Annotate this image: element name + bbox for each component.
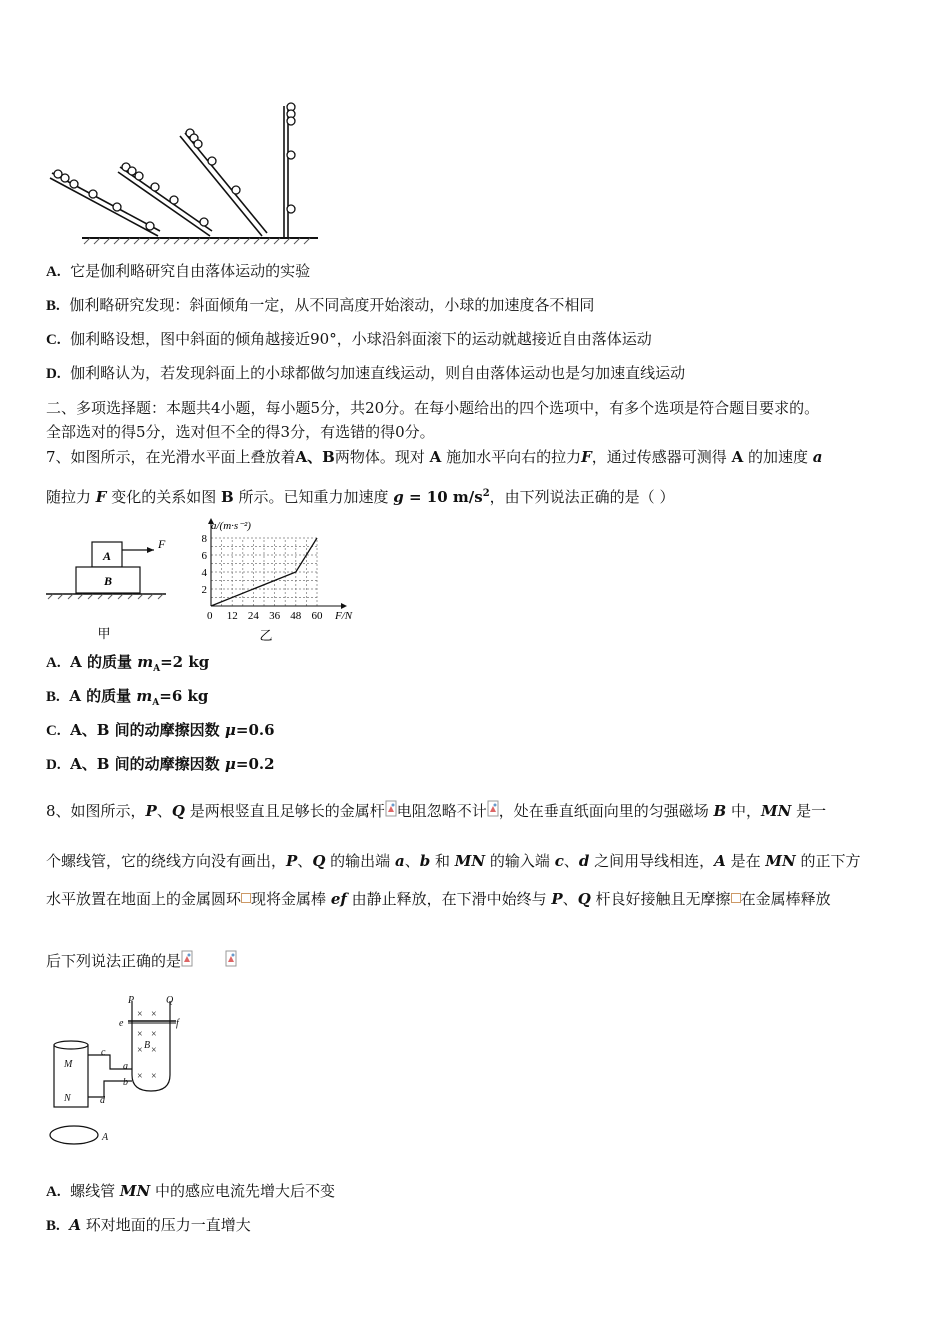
text: 的输入端 xyxy=(489,852,550,870)
option-var: μ xyxy=(224,721,236,739)
option-var: μ xyxy=(224,755,236,773)
x-axis-label: F/N xyxy=(335,610,353,622)
q8-stem-line1 xyxy=(46,800,826,821)
x-tick-label: 36 xyxy=(269,610,281,622)
label-c: c xyxy=(101,1047,106,1058)
broken-image-icon xyxy=(241,893,251,903)
text: 是一 xyxy=(796,802,827,820)
option-var: m xyxy=(137,653,154,671)
text: Q xyxy=(171,802,185,820)
label-f: f xyxy=(176,1018,179,1029)
option-var: A xyxy=(69,1216,81,1234)
text: a xyxy=(812,448,823,466)
option-text: 环对地面的压力一直增大 xyxy=(80,1216,251,1234)
svg-text:×: × xyxy=(151,1029,157,1040)
text: a xyxy=(394,852,405,870)
text: 7、如图所示，在光滑水平面上叠放着 xyxy=(46,448,296,466)
figure-caption: 乙 xyxy=(259,628,273,643)
q8-circuit-figure xyxy=(44,993,194,1153)
text: 和 xyxy=(435,852,451,870)
text: 施加水平向右的拉力 xyxy=(446,448,582,466)
chart-grid xyxy=(211,538,317,606)
text: P xyxy=(551,890,563,908)
text: c xyxy=(554,852,564,870)
broken-image-icon xyxy=(385,800,397,818)
text: ，由下列说法正确的是（ ） xyxy=(489,488,675,506)
y-tick-label: 2 xyxy=(201,584,207,596)
section-heading: 二、多项选择题：本题共4小题，每小题5分，共20分。在每小题给出的四个选项中，有多个选项是符合题目要求的。 xyxy=(46,399,820,417)
broken-image-icon xyxy=(487,800,499,818)
option-text: A、B 间的动摩擦因数 xyxy=(70,721,225,739)
text: A xyxy=(714,852,726,870)
text: = 10 m/s xyxy=(403,488,483,506)
q7-option-d[interactable] xyxy=(46,754,275,775)
option-value: =0.6 xyxy=(235,721,275,739)
option-text: 伽利略设想，图中斜面的倾角越接近90°，小球沿斜面滚下的运动就越接近自由落体运动 xyxy=(70,330,652,348)
label-m: M xyxy=(64,1059,73,1070)
option-var: m xyxy=(136,687,153,705)
svg-text:×: × xyxy=(151,1071,157,1082)
y-tick-label: 6 xyxy=(201,550,207,562)
q7-option-c[interactable] xyxy=(46,720,275,741)
text: 现将金属棒 xyxy=(251,890,327,908)
origin-label: 0 xyxy=(207,610,213,622)
option-var: MN xyxy=(119,1182,151,1200)
label-q: Q xyxy=(166,995,174,1006)
svg-text:×: × xyxy=(137,1045,143,1056)
text: 两物体。现对 xyxy=(334,448,425,466)
force-label: F xyxy=(158,537,166,551)
text: MN xyxy=(761,802,792,820)
text: 、 xyxy=(156,802,172,820)
text: Q xyxy=(577,890,591,908)
option-value: =2 kg xyxy=(160,653,210,671)
q6-option-d[interactable] xyxy=(46,363,685,384)
option-label: B. xyxy=(46,689,60,705)
text: ef xyxy=(330,890,347,908)
x-tick-label: 24 xyxy=(247,610,259,622)
y-tick-label: 4 xyxy=(201,567,207,579)
q7-figure-blocks xyxy=(44,532,174,647)
svg-text:×: × xyxy=(137,1009,143,1020)
text: d xyxy=(578,852,590,870)
text: 所示。已知重力加速度 xyxy=(238,488,389,506)
text: 在金属棒释放 xyxy=(740,890,831,908)
label-b-field: B xyxy=(144,1040,151,1051)
option-text: 伽利略认为，若发现斜面上的小球都做匀加速直线运动，则自由落体运动也是匀加速直线运动 xyxy=(70,364,686,382)
text: 电阻忽略不计 xyxy=(396,802,487,820)
label-d: d xyxy=(100,1095,105,1106)
q8-stem-line4 xyxy=(46,950,237,971)
text: 个螺线管，它的绕线方向没有画出， xyxy=(46,852,287,870)
option-label: A. xyxy=(46,264,61,280)
text: 的正下方 xyxy=(800,852,861,870)
option-sub: A xyxy=(152,698,160,708)
svg-text:×: × xyxy=(151,1045,157,1056)
q6-option-c[interactable] xyxy=(46,329,652,350)
text: 杆良好接触且无摩擦 xyxy=(595,890,731,908)
text: 中， xyxy=(731,802,762,820)
option-text: 它是伽利略研究自由落体运动的实验 xyxy=(70,262,311,280)
option-text: A 的质量 xyxy=(70,653,138,671)
text: 、 xyxy=(404,852,420,870)
text: MN xyxy=(454,852,486,870)
q8-stem-line3 xyxy=(46,889,831,909)
text: B xyxy=(713,802,727,820)
text: A xyxy=(429,448,442,466)
galileo-incline-figure xyxy=(40,96,330,246)
text: ，处在垂直纸面向里的匀强磁场 xyxy=(498,802,709,820)
text: 是在 xyxy=(730,852,761,870)
q7-option-a[interactable] xyxy=(46,652,209,679)
q6-option-b[interactable] xyxy=(46,295,594,316)
text: 随拉力 xyxy=(46,488,92,506)
option-label: A. xyxy=(46,1184,61,1200)
q7-chart xyxy=(195,512,365,644)
x-tick-label: 60 xyxy=(311,610,323,622)
option-text: 中的感应电流先增大后不变 xyxy=(150,1182,336,1200)
label-n: N xyxy=(64,1093,71,1104)
text: 变化的关系如图 xyxy=(111,488,217,506)
x-axis-arrow xyxy=(341,603,347,609)
option-label: B. xyxy=(46,298,60,314)
svg-text:×: × xyxy=(137,1029,143,1040)
option-text: A 的质量 xyxy=(69,687,137,705)
text: 之间用导线相连， xyxy=(594,852,715,870)
q6-option-a[interactable] xyxy=(46,261,310,282)
text: Q xyxy=(312,852,326,870)
text: 2 xyxy=(482,488,490,499)
q7-stem-line2 xyxy=(46,484,674,507)
option-value: =6 kg xyxy=(159,687,209,705)
text: 、 xyxy=(297,852,313,870)
x-tick-label: 12 xyxy=(226,610,238,622)
text: 后下列说法正确的是 xyxy=(46,952,182,970)
block-b-label: B xyxy=(103,574,113,588)
option-label: B. xyxy=(46,1218,60,1234)
text: 的输出端 xyxy=(330,852,391,870)
section-heading-cont: 全部选对的得5分，选对但不全的得3分，有选错的得0分。 xyxy=(46,423,435,441)
option-label: D. xyxy=(46,366,61,382)
option-text: A、B 间的动摩擦因数 xyxy=(70,755,225,773)
svg-text:×: × xyxy=(151,1009,157,1020)
text: 8、如图所示， xyxy=(46,802,146,820)
text: 是两根竖直且足够长的金属杆 xyxy=(189,802,385,820)
text: F xyxy=(95,488,107,506)
option-label: D. xyxy=(46,757,61,773)
option-text: 螺线管 xyxy=(70,1182,120,1200)
text: 、 xyxy=(562,890,578,908)
q7-stem-line1 xyxy=(46,447,823,467)
text: 、 xyxy=(563,852,579,870)
text: B xyxy=(221,488,234,506)
label-p: P xyxy=(128,995,135,1006)
broken-image-icon xyxy=(731,893,741,903)
option-label: C. xyxy=(46,332,61,348)
broken-image-icon xyxy=(181,950,193,968)
text: A、B xyxy=(295,448,335,466)
label-a: a xyxy=(123,1061,128,1072)
label-ring-a: A xyxy=(102,1132,109,1143)
label-e: e xyxy=(119,1018,124,1029)
figure-caption: 甲 xyxy=(97,626,111,641)
broken-image-icon xyxy=(225,950,237,968)
text: P xyxy=(145,802,157,820)
text: P xyxy=(286,852,298,870)
q8-option-b[interactable] xyxy=(46,1215,251,1236)
option-value: =0.2 xyxy=(235,755,275,773)
text: 水平放置在地面上的金属圆环 xyxy=(46,890,242,908)
text: ，通过传感器可测得 xyxy=(591,448,727,466)
q8-option-a[interactable] xyxy=(46,1181,335,1202)
svg-text:×: × xyxy=(137,1071,143,1082)
option-label: C. xyxy=(46,723,61,739)
option-sub: A xyxy=(153,664,161,674)
option-label: A. xyxy=(46,655,61,671)
q7-option-b[interactable] xyxy=(46,686,208,713)
text: 由静止释放，在下滑中始终与 xyxy=(351,890,547,908)
text: F xyxy=(581,448,592,466)
y-tick-label: 8 xyxy=(201,533,207,545)
q8-stem-line2 xyxy=(46,851,861,871)
text: 的加速度 xyxy=(747,448,808,466)
x-tick-label: 48 xyxy=(290,610,302,622)
option-text: 伽利略研究发现：斜面倾角一定，从不同高度开始滚动，小球的加速度各不相同 xyxy=(69,296,595,314)
text: A xyxy=(731,448,744,466)
text: g xyxy=(393,488,404,506)
text: MN xyxy=(765,852,796,870)
label-b: b xyxy=(123,1077,128,1088)
y-axis-label: a/(m·s⁻²) xyxy=(211,520,251,532)
block-a-label: A xyxy=(102,549,112,563)
text: b xyxy=(419,852,431,870)
